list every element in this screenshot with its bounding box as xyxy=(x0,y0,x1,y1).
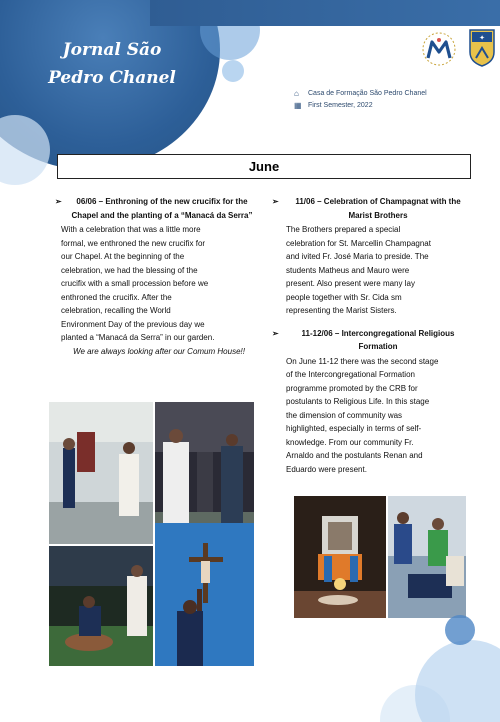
text-line: celebration for St. Marcellin Champagnat xyxy=(286,238,431,248)
text-line: programme promoted by the CRB for xyxy=(286,383,418,393)
bullet-arrow-icon: ➢ xyxy=(55,197,62,206)
house-name: Casa de Formação São Pedro Chanel xyxy=(308,89,427,97)
article-body xyxy=(272,355,472,477)
text-line: Environment Day of the previous day we xyxy=(61,319,205,329)
text-line: students Matheus and Mauro were xyxy=(286,265,410,275)
text-line: celebration, recalling the World xyxy=(61,306,171,315)
decorative-circle xyxy=(222,60,244,82)
bullet-arrow-icon: ➢ xyxy=(272,197,279,206)
month-heading: June xyxy=(57,154,471,179)
header-band xyxy=(150,0,500,26)
photo-tree-planting xyxy=(49,546,153,666)
article-closing: We are always looking after our Comum House!! xyxy=(73,346,245,356)
text-line: of the Intercongregational Formation xyxy=(286,370,415,379)
text-line: formal, we enthroned the new crucifix for xyxy=(61,238,206,248)
left-column xyxy=(55,195,257,358)
text-line: On June 11-12 there was the second stage xyxy=(286,356,439,366)
marist-shield-logo xyxy=(468,28,496,68)
right-column xyxy=(272,195,472,476)
text-line: planted a “Manacá da Serra” in our garden. xyxy=(61,333,215,342)
photo-chapel-blessing xyxy=(49,402,153,544)
article-body xyxy=(272,223,472,318)
newsletter-title xyxy=(42,36,182,92)
text-line: knowledge. From our community Fr. xyxy=(286,437,414,447)
text-line: The Brothers prepared a special xyxy=(286,225,401,234)
article-title: 06/06 – Enthroning of the new crucifix for the Chapel and the planting of a “Manacá da Serra” xyxy=(71,197,253,220)
marist-vocational-logo xyxy=(418,30,460,68)
text-line: crucifix with a small procession before we xyxy=(61,279,209,288)
text-line: our Chapel. At the beginning of the xyxy=(61,252,185,261)
photo-enthroning-crucifix xyxy=(155,523,254,666)
text-line: postulants to Religious Life. In this stage xyxy=(286,397,430,406)
text-line: representing the Marist Sisters. xyxy=(286,306,397,315)
svg-text:✦: ✦ xyxy=(479,34,485,42)
semester: First Semester, 2022 xyxy=(308,101,373,109)
calendar-icon: ▦ xyxy=(294,100,302,110)
text-line: With a celebration that was a little more xyxy=(61,225,201,234)
photo-formation-meeting xyxy=(388,496,466,618)
text-line: the dimension of community was xyxy=(286,410,403,420)
text-line: Eduardo were present. xyxy=(286,464,367,474)
title-line: Pedro Chanel xyxy=(48,68,176,88)
text-line: highlighted, especially in terms of self- xyxy=(286,424,422,433)
text-line: celebration, we had the blessing of the xyxy=(61,265,198,275)
text-line: people together with Sr. Cida sm xyxy=(286,292,402,302)
bullet-arrow-icon: ➢ xyxy=(272,328,279,338)
decorative-circle xyxy=(415,640,500,722)
article-title: 11/06 – Celebration of Champagnat with the Marist Brothers xyxy=(295,197,461,220)
article-heading xyxy=(55,195,257,222)
home-icon: ⌂ xyxy=(294,88,299,98)
title-line: Jornal São xyxy=(62,40,162,60)
text-line: present. Also present were many lay xyxy=(286,279,415,288)
newsletter-meta xyxy=(294,87,427,111)
text-line: enthroned the crucifix. After the xyxy=(61,292,172,302)
article-title: 11-12/06 – Intercongregational Religious Formation xyxy=(301,328,455,351)
text-line: and ivited Fr. José Maria to preside. The xyxy=(286,252,429,261)
decorative-circle xyxy=(445,615,475,645)
text-line: Arnaldo and the postulants Renan and xyxy=(286,451,423,460)
article-heading xyxy=(272,327,472,354)
article-body xyxy=(55,223,257,358)
article-heading xyxy=(272,195,472,222)
photo-altar-candles xyxy=(294,496,386,618)
